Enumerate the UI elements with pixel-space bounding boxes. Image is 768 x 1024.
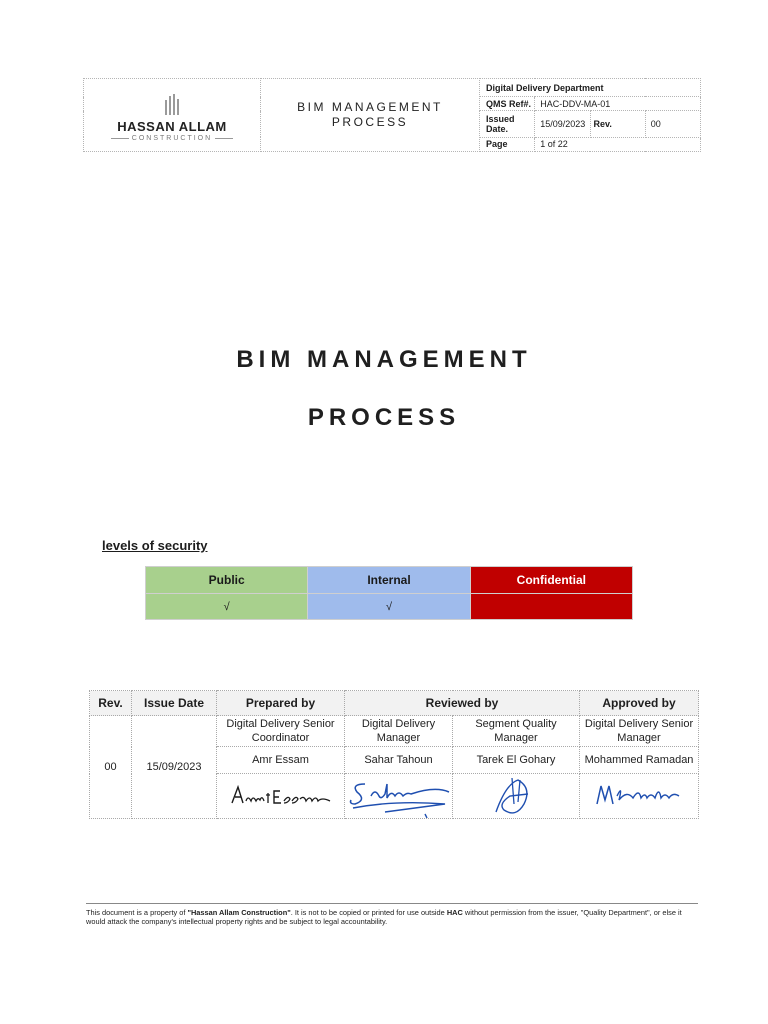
- issue-date-value-cell: 15/09/2023: [132, 716, 217, 819]
- prepared-name: Amr Essam: [217, 747, 345, 774]
- page-value: 1 of 22: [535, 137, 701, 151]
- department-name: Digital Delivery Department: [480, 79, 701, 97]
- header-title-line-2: PROCESS: [331, 115, 409, 129]
- header-title-cell: [261, 79, 480, 152]
- signature-amr-essam-icon: [226, 781, 336, 811]
- qms-ref-label: QMS Ref#.: [480, 97, 535, 111]
- qms-ref-value: HAC-DDV-MA-01: [535, 97, 701, 111]
- issue-date-header: Issue Date: [132, 691, 217, 716]
- footer-disclaimer: [86, 903, 698, 926]
- rev-value-cell: 00: [90, 716, 132, 819]
- security-levels-table: [145, 566, 633, 620]
- rev-label: Rev.: [590, 111, 645, 138]
- reviewer-2-role: Segment Quality Manager: [453, 716, 580, 747]
- footer-text-2: . It is not to be copied or printed for use outside: [290, 908, 447, 917]
- main-title-line-2: PROCESS: [307, 404, 461, 431]
- approval-table: [89, 690, 699, 819]
- reviewer-2-name: Tarek El Gohary: [453, 747, 580, 774]
- page-label: Page: [480, 137, 535, 151]
- internal-check-mark: √: [308, 594, 470, 620]
- signature-sahar-icon: [345, 774, 455, 818]
- prepared-role: Digital Delivery Senior Coordinator: [217, 716, 345, 747]
- footer-hac: HAC: [446, 908, 463, 917]
- approved-by-header: Approved by: [580, 691, 699, 716]
- header-title-line-1: BIM MANAGEMENT: [297, 100, 443, 114]
- security-level-internal: Internal: [308, 567, 470, 594]
- issued-date-label: Issued Date.: [480, 111, 535, 138]
- approver-signature: [580, 774, 699, 819]
- rev-value: 00: [645, 111, 700, 138]
- issued-date-value: 15/09/2023: [535, 111, 590, 138]
- reviewer-1-signature: [345, 774, 453, 819]
- prepared-signature: [217, 774, 345, 819]
- reviewer-2-signature: [453, 774, 580, 819]
- footer-text-1: This document is a property of: [86, 908, 188, 917]
- prepared-by-header: Prepared by: [217, 691, 345, 716]
- company-logo: [84, 79, 261, 152]
- logo-mark-icon: [162, 94, 182, 116]
- approver-name: Mohammed Ramadan: [580, 747, 699, 774]
- approver-role: Digital Delivery Senior Manager: [580, 716, 699, 747]
- reviewed-by-header: Reviewed by: [345, 691, 580, 716]
- signature-tarek-icon: [476, 774, 556, 818]
- company-subtitle: CONSTRUCTION: [84, 135, 260, 142]
- footer-text-3: without permission from the issuer, "Quality Department", or else it would attack the company's intellectual property rights and be subject to legal accountability.: [86, 908, 682, 926]
- security-level-public: Public: [146, 567, 308, 594]
- rev-header: Rev.: [90, 691, 132, 716]
- signature-mramedan-icon: [589, 778, 689, 814]
- footer-company-name: "Hassan Allam Construction": [187, 908, 291, 917]
- reviewer-1-role: Digital Delivery Manager: [345, 716, 453, 747]
- main-title-line-1: BIM MANAGEMENT: [236, 346, 532, 373]
- security-heading: levels of security: [102, 538, 208, 553]
- security-level-confidential: Confidential: [470, 567, 632, 594]
- public-check-mark: √: [146, 594, 308, 620]
- company-name: HASSAN ALLAM: [117, 119, 227, 134]
- document-header: [83, 78, 701, 152]
- confidential-check-mark: [470, 594, 632, 620]
- reviewer-1-name: Sahar Tahoun: [345, 747, 453, 774]
